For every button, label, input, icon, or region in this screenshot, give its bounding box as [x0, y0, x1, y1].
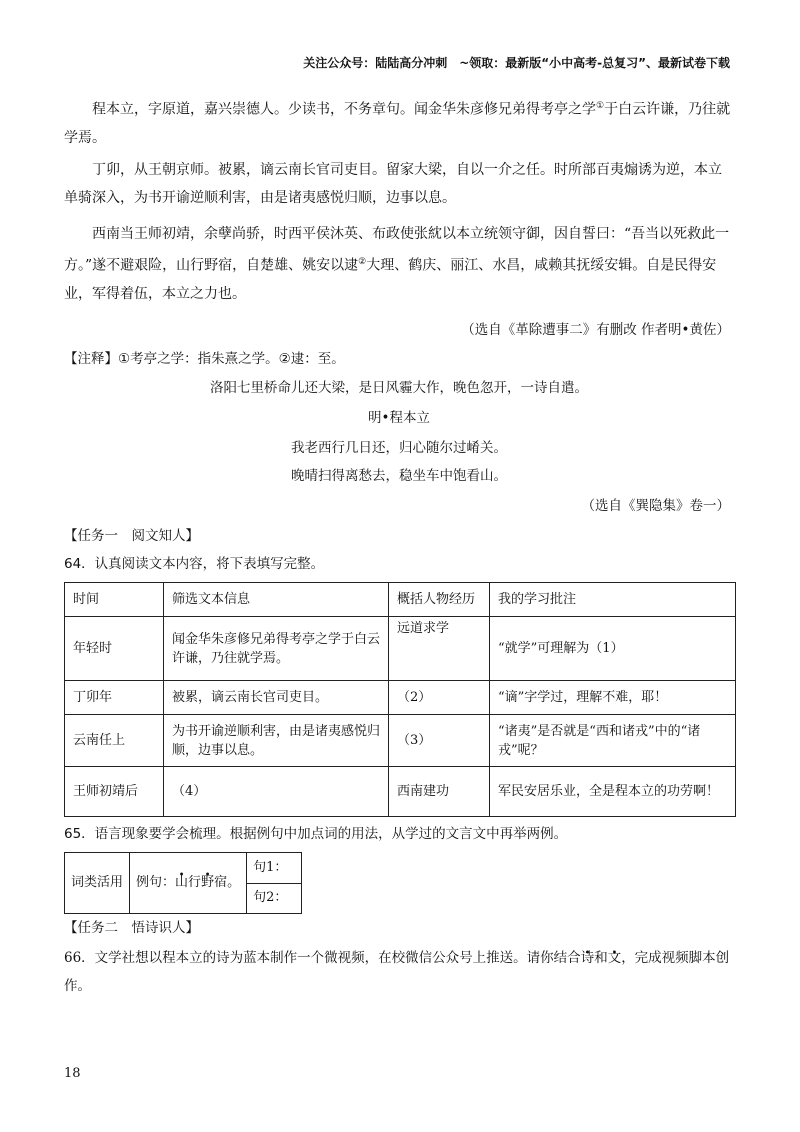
table-cell: 军民安居乐业，全是程本立的功劳啊！	[490, 767, 736, 817]
example-sentence: 例句：山行野宿。	[130, 853, 247, 914]
table-row	[65, 715, 736, 767]
poem-source: （选自《巽隐集》卷一）	[581, 498, 730, 514]
poem-author: 明•程本立	[368, 410, 430, 426]
table-cell: “谪”字学过，理解不难，耶！	[490, 681, 736, 715]
table-cell: （2）	[389, 681, 490, 715]
word-usage-label: 词类活用	[65, 853, 130, 914]
passage-paragraph-3: 西南当王师初靖，余孽尚骄，时西平侯沐英、布政使张紞以本立统领守御，因自誓曰：“吾当以死救此一方。”遂不避艰险，山行野宿，自楚雄、姚安以逮②大理、鹤庆、丽江、水昌，咸赖其抚绥安辑。自是民得安业，军得着伍，本立之力也。	[64, 226, 730, 302]
page-number: 18	[64, 1066, 81, 1081]
passage-paragraph-1: 程本立，字原道，嘉兴崇德人。少读书，不务章句。闻金华朱彦修兄弟得考亭之学①于白云许谦，乃往就学焉。	[64, 101, 731, 146]
table-cell: （4）	[164, 767, 389, 817]
table-cell: （3）	[389, 715, 490, 767]
table-header: 概括人物经历	[389, 583, 490, 617]
table-cell: 王师初靖后	[65, 767, 164, 817]
task-table	[64, 582, 736, 817]
page-header: 关注公众号：陆陆高分冲刺 ~领取：最新版“小中高考-总复习”、最新试卷下载	[303, 56, 730, 70]
table-cell: 云南任上	[65, 715, 164, 767]
table-cell: 为书开谕逆顺利害，由是诸夷感悦归顺，边事以息。	[164, 715, 389, 767]
passage-paragraph-2: 丁卯，从王朝京师。被累，谪云南长官司吏目。留家大梁，自以一介之任。时所部百夷煽诱为逆，本立单骑深入，为书开谕逆顺利害，由是诸夷感悦归顺，边事以息。	[64, 162, 722, 206]
poem-title: 洛阳七里桥命儿还大梁，是日风霾大作，晚色忽开，一诗自遣。	[210, 380, 588, 396]
table-cell: 西南建功	[389, 767, 490, 817]
task-2-heading: 【任务二 悟诗识人】	[64, 920, 199, 936]
task-1-heading: 【任务一 阅文知人】	[64, 528, 199, 544]
poem-line-2: 晚晴扫得离愁去，稳坐车中饱看山。	[291, 468, 507, 484]
notes: 【注释】①考亭之学：指朱熹之学。②逮：至。	[64, 351, 345, 367]
table-cell: 远道求学	[389, 617, 490, 681]
question-65: 65．语言现象要学会梳理。根据例句中加点词的用法，从学过的文言文中再举两例。	[64, 826, 568, 842]
table-cell: 丁卯年	[65, 681, 164, 715]
question-64: 64．认真阅读文本内容，将下表填写完整。	[64, 556, 325, 572]
poem-line-1: 我老西行几日还，归心随尔过崤关。	[291, 440, 507, 456]
table-cell: 被累，谪云南长官司吏目。	[164, 681, 389, 715]
word-usage-table	[64, 852, 302, 914]
table-cell: 年轻时	[65, 617, 164, 681]
passage-source: （选自《革除遭事二》有删改 作者明•黄佐）	[461, 322, 730, 338]
question-66: 66．文学社想以程本立的诗为蓝本制作一个微视频，在校微信公众号上推送。请你结合诗和文，完成视频脚本创作。	[64, 950, 730, 994]
table-header: 时间	[65, 583, 164, 617]
table-cell: “就学”可理解为（1）	[490, 617, 736, 681]
table-row	[65, 681, 736, 715]
table-cell: “诸夷”是否就是“西和诸戎”中的“诸戎”呢？	[490, 715, 736, 767]
answer-sentence-2: 句2：	[247, 883, 302, 914]
table-header: 筛选文本信息	[164, 583, 389, 617]
answer-sentence-1: 句1：	[247, 853, 302, 884]
table-cell: 闻金华朱彦修兄弟得考亭之学于白云许谦，乃往就学焉。	[164, 617, 389, 681]
table-row	[65, 617, 736, 681]
table-header: 我的学习批注	[490, 583, 736, 617]
table-row	[65, 767, 736, 817]
